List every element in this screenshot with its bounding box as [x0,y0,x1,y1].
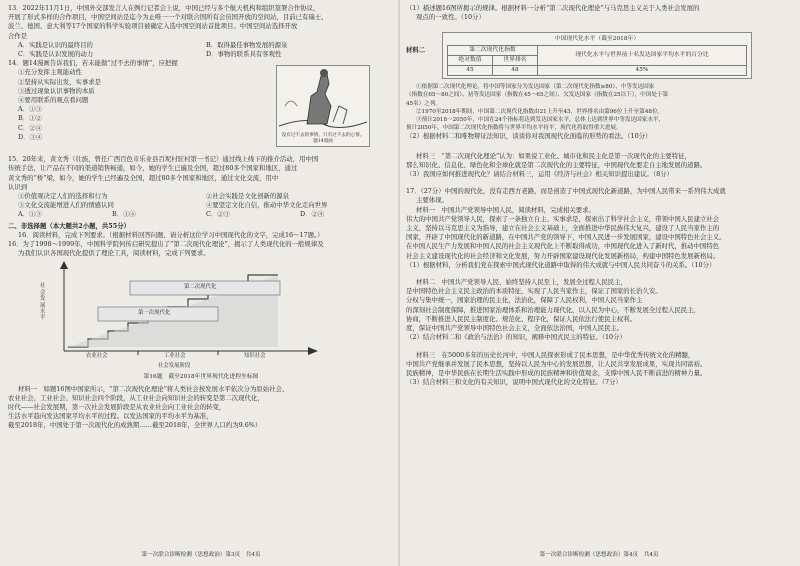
stage-label-second: 第二次现代化 [184,284,217,291]
cartoon-drawing-icon [277,66,369,130]
note-line: ②1970至2018年期间，中国第二次现代化指数由21上升至45，世界排名由第96位上升至第48位。 [416,108,664,115]
q17-material-two: 材料二 中国共产党领导人民，始终坚持人民至上，发展全过程人民民主， [416,278,627,287]
stage-agri: 农业社会 [86,353,108,360]
q15-item-4: ④要坚定文化自信，推动中华文化走向世界 [206,201,328,210]
q15-option-a: A．①③ [18,210,42,219]
x-axis-arrow-icon [308,347,318,355]
q13-line: 开展了形式多样的合作项目，中国空间站是迄今为止唯一一个对联合国所有会员国开放的空间站，目前已有瑞士、 [8,13,328,22]
material-one-line: 材料一 如题16图中国家所示，“第二次现代化理论”将人类社会按发展水平依次分为原始社会、 [18,384,289,393]
q17-material-two: 协商，不断推进人民民主制度化、规范化、程序化，保证人民依法行使民主权利。 [406,314,637,323]
q17-part1: （1）根据材料，分析我们党在探索中国式现代化道路中取得的伟大成就与中国人民共同奋斗的关系。（10分） [406,260,716,269]
table-cell-rank: 48 [492,66,537,76]
note-line: ①依据第二次现代化理论，将中国等国家分为发达国家（第二次现代化指数≥80）、中等发达国家 [416,84,655,91]
left-page [8,4,394,562]
q16-intro: 16．为了1998～1999年，中国科学院何传启研究提出了“第二次现代化理论”，揭示了人类现代化的一般规律及 [8,240,324,249]
right-page [406,4,792,562]
note-line: （指数在65～80之间）、初等发达国家（指数在45～65之间）、欠发达国家（指数在25以下），中国处于第 [406,92,669,99]
question-17 [406,187,792,387]
q17-material-three: 民族精神，是中华民族在长期生活实践中形成的民族精神和价值观念，支撑中国人民不断前进的精神力量。 [406,368,707,377]
question-15 [8,155,394,219]
q15-line: 黄文秀的“桥”梁，如今，她的学生已经遍及全国，超过80多个国家和地区，通过文化交流，用中 [8,173,279,182]
q15-item-1: ①价值观决定人们的选择和行为 [18,192,108,201]
table-head-index: 第二次现代化指数 [448,45,538,55]
q13-option-b: B．取得最佳事物发展的源泉 [206,40,288,49]
q16-figure-caption: 第16题 截至2018年世界现代化进程坐标图 [143,374,259,381]
table-head-percent: 现代化水平与世界前十名发达国家平均水平的百分比 [537,45,746,65]
material-one [8,385,394,431]
material-three-line: 材料三 “第二次现代化理论”认为：如果说工业化、城市化和民主化是第一次现代化的主要特征， [416,151,691,160]
q13-option-a: A．实践是认识的最终目的 [18,40,93,49]
q15-line: 传统手法，让产品在不同的渠道销售畅通，如今，她的学生已遍及全国，超过80多个国家和地区，通过 [8,164,298,173]
q15-item-2: ②社会实践是文化创新的源泉 [206,192,290,201]
q17-material-two: 的深刻社会制度保障，推进国家治理体系和治理能力现代化，以人民为中心，不断发展全过程人民民主， [406,305,700,314]
q13-line: 波兰、德国、意大利等17个国家的科学实验项目被确定入选中国空间站首批项目。中国空间站选择开放 [8,22,298,31]
note-line: ③预计2018～2050年，中国在24个指标将达到发达国家水平，总体上达到世界中等发达国家水平， [416,117,665,124]
q17-part3: （3）结合材料三和文化的有关知识，说明中国式现代化的文化特征。（7分） [406,378,622,387]
material-one-line: 农业社会、工业社会、知识社会四个阶段，从工业社会向知识社会的转变是第二次现代化， [8,393,264,402]
table-title: 中国现代化水平（截至2018年） [554,36,640,43]
q16-part2: （2）根据材料二和唯物辩证法知识，谈谈你对我国现代化面临的形势的看法。（10分） [406,132,652,141]
table-sub-rank: 世界排名 [492,55,537,65]
material-two-notes [406,83,792,132]
q17-material-one: 国家，开辟了中国现代化的新道路，在中国共产党的领导下，中国人民进一步发展国家，建设中国特色社会主义。 [406,233,726,242]
q15-option-d: D．②④ [300,210,325,219]
q17-intro: 17．（27分）中国的现代化，没有走西方老路，而是创造了中国式现代化新道路，为中国人民带来一系列伟大成就 [406,187,726,196]
q16-part1: 观点的一致性。（10分） [416,13,485,22]
y-axis-arrow-icon [60,261,68,269]
q17-material-one: 社会主义建设现代化的社会经济和文化发展，努力开辟国家建设现代化发展新格局，构建中国特色发展新格局。 [406,251,720,260]
stage-industrial: 工业社会 [164,353,186,360]
q17-material-one: 伟大的中国共产党领导人民，探索了一条独立自主、实事求是，探索出了科学社会主义，带领中国人民建立社会 [406,214,720,223]
q13-line: 合作是 [8,31,28,40]
q14-item: ④要用联系的观点看问题 [18,96,89,105]
cartoon-caption: 没有过不去的事情，只有过不去的心情。 [281,133,365,139]
q13-option-c: C．实践是认识发展的动力 [18,50,94,59]
right-page-footer: 第一次联合诊断检测（思想政治）第4页 共4页 [539,551,659,558]
q14-option-c: C．②④ [18,123,43,132]
q16-part3: （3）我国应如何推进现代化？请结合材料三，运用《经济与社会》相关知识提出建议。（8分） [406,170,673,179]
q13-option-d: D．事物的联系具有客观性 [206,50,282,59]
part-two-title: 二、非选择题（本大题共2小题，共55分） [8,221,130,230]
q14-item: ③透过现象认识事物的本质 [18,86,95,95]
q17-material-two: 是中国特色社会主义民主政治的本质特征，实现了人民当家作主，保证了国家的长治久安。 [406,287,662,296]
q16-figure [38,261,338,373]
modernization-chart [38,261,338,361]
question-13 [8,4,394,59]
q14-option-a: A．①③ [18,105,42,114]
q15-option-b: B．①④ [112,210,136,219]
note-line: 45名）之列。 [406,100,442,107]
table-sub-value: 绝对数值 [448,55,493,65]
q17-part2: （2）结合材料二和《政治与法治》的知识，阐释中国式民主的特征。（10分） [406,333,626,342]
q14-cartoon [276,65,370,147]
q15-line: 认识到 [8,182,28,191]
material-two [406,32,792,79]
material-three [406,152,792,170]
material-one-line: 生活水平趋向发达国家平均水平的过程。以发达国家的平均水平为基准， [8,412,213,421]
q17-material-three: 中国共产党继承并发展了民本思想，坚持以人民为中心的发展思想，让人民共享发展成果，实现共同富裕。 [406,359,707,368]
modernization-table [442,32,752,79]
material-two-label: 材料二 [406,46,426,55]
note-line: 预计2050年，中国第二次现代化指数将与世界平均水平持平，现代化将取得重大进展。 [406,125,622,132]
q17-material-two: 分权与集中统一，国家治理的民主化，法治化，保障了人民权利，中国人民当家作主 [406,296,643,305]
x-axis-label: 社会发展阶段 [158,363,191,370]
table-cell-percent: 45% [537,66,746,76]
stage-knowledge: 知识社会 [244,353,266,360]
q14-option-d: D．③④ [18,132,43,141]
q17-material-three: 材料三 在5000多年的历史长河中，中国人民探索形成了民本思想，是中华优秀传统文化的精髓， [416,350,695,359]
material-three-line: 那么知识化、信息化、绿色化和全球化就是第二次现代化的主要特征，中国现代化要走自主地发展的道路。 [406,160,707,169]
q16-part1: （1）描述题16图所揭示的规律。根据材料一分析“第二次现代化理论”与马克思主义关于人类社会发展的 [406,4,700,12]
q14-stem: 14．题14漫画告诉我们，若未能做“过不去的事情”，应把握 [8,59,178,68]
q13-line: 13．2022年11月1日，中国外交部发言人在例行记者会上说，中国已经与多个航天机构和组织签署合作协议， [8,4,320,12]
cartoon-title: 题14漫画 [313,139,333,145]
q14-item: ②坚持从实际出发，实事求是 [18,77,102,86]
question-14 [8,59,394,155]
q15-line: 15．20年来，黄文秀（壮族，曾任广西百色市乐业县百坭村驻村第一书记）通过线上线下的推介活动，用中国 [8,155,319,164]
part-two-instructions: 16．阅读材料，完成下列要求。（根据材料回答问题，请分析这位学习中国现代化的文字，完成16～17题。） [18,230,324,239]
q16-intro: 为我们认识各国现代化提供了理论工具，阅读材料，完成下列要求。 [18,249,210,258]
material-one-line: 时代——社会发展期，第一次社会发展阶段是从农业社会向工业社会的转变， [8,403,226,412]
q17-material-one: 在中国人民生产力发展和中国人民的社会主义现代化上不断取得成功，中国现代化进入了新时代，推动中国特色 [406,242,720,251]
material-one-line: 截至2018年，中国处于第一次现代化的成熟期……截至2018年，全世界人口约为9.6%） [8,421,262,430]
table-cell-value: 45 [448,66,493,76]
q17-material-two: 度，保证中国共产党领导中国特色社会主义，全面依法治国，中国人民民主。 [406,324,624,333]
left-page-footer: 第一次联合诊断检测（思想政治）第3页 共4页 [141,551,261,558]
stage-label-first: 第一次现代化 [138,310,171,317]
q15-option-c: C．②③ [206,210,231,219]
page-fold [398,0,400,566]
q17-intro: 主要体现。 [416,196,448,205]
q14-item: ①充分发挥主观能动性 [18,68,82,77]
q14-option-b: B．①② [18,114,42,123]
q17-material-one: 主义，坚持以马克思主义为指导，建立在社会主义基础上，全面推进中华民族伟大复兴，建设了人民当家作主的 [406,224,720,233]
y-axis-label: 社会发展水平 [40,283,46,322]
q15-item-3: ③文化交流能增进人们的情感认同 [18,201,114,210]
q17-material-one: 材料一 中国共产党领导中国人民，阅读材料，完成相关要求。 [416,205,595,214]
